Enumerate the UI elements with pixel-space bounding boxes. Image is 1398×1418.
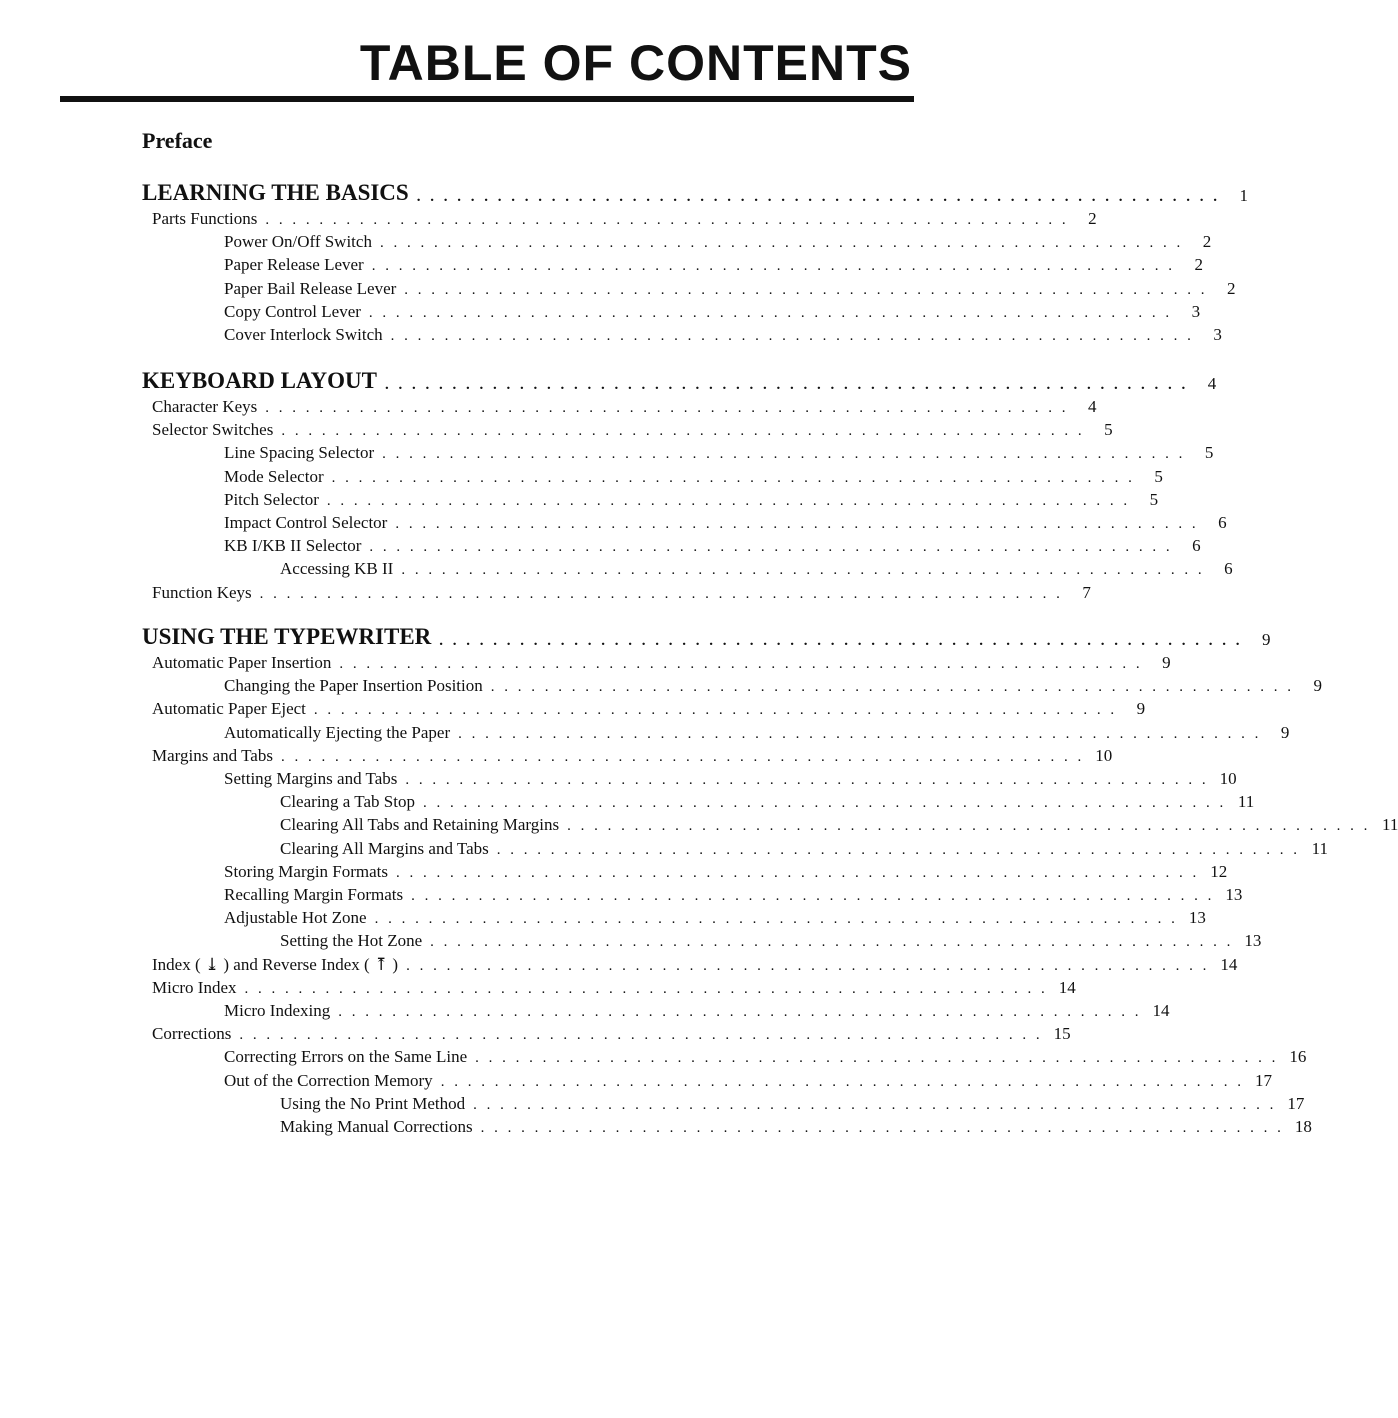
dot-leader: . . . . . . . . . . . . . . . . . . . . . . . . . . . . . . . . . . . . . . . . . . . . . . . . . . . . . . . . . . . . [405, 772, 1209, 788]
dot-leader: . . . . . . . . . . . . . . . . . . . . . . . . . . . . . . . . . . . . . . . . . . . . . . . . . . . . . . . . . . . . [401, 562, 1205, 579]
page-number: 10 [1095, 745, 1113, 765]
toc-entry [140, 696, 1146, 719]
entry-label: Parts Functions [152, 209, 258, 228]
page-number: 13 [1188, 908, 1206, 928]
page-number: 5 [1104, 420, 1113, 440]
dot-leader: . . . . . . . . . . . . . . . . . . . . . . . . . . . . . . . . . . . . . . . . . . . . . . . . . . . . . . . . . . . . [404, 281, 1208, 298]
dot-leader: . . . . . . . . . . . . . . . . . . . . . . . . . . . . . . . . . . . . . . . . . . . . . . . . . . . . . . . . . . . . [480, 1120, 1284, 1136]
page-number: 17 [1287, 1093, 1305, 1113]
entry-label: LEARNING THE BASICS [142, 180, 409, 205]
entry-label: KEYBOARD LAYOUT [142, 368, 377, 393]
page-number: 16 [1289, 1047, 1307, 1067]
toc-entry [280, 836, 1329, 859]
toc-entry [224, 299, 1201, 322]
dot-leader: . . . . . . . . . . . . . . . . . . . . . . . . . . . . . . . . . . . . . . . . . . . . . . . . . . . . . . . . . . . . [473, 1096, 1277, 1113]
dot-leader: . . . . . . . . . . . . . . . . . . . . . . . . . . . . . . . . . . . . . . . . . . . . . . . . . . . . . . . . . . . . [440, 1073, 1244, 1090]
page-number: 2 [1088, 209, 1097, 228]
page-title: TABLE OF CONTENTS [359, 35, 912, 91]
page-number: 2 [1227, 278, 1236, 298]
toc-entry [224, 440, 1214, 463]
entry-label: Clearing All Margins and Tabs [280, 838, 489, 858]
page-number: 1 [1239, 186, 1248, 205]
entry-label: Micro Index [152, 977, 237, 997]
toc-entry [140, 206, 1097, 229]
dot-leader: . . . . . . . . . . . . . . . . . . . . . . . . . . . . . . . . . . . . . . . . . . . . . . . . . . . . . . . . . . . . [382, 446, 1186, 463]
toc-entry [224, 998, 1170, 1021]
dot-leader: . . . . . . . . . . . . . . . . . . . . . . . . . . . . . . . . . . . . . . . . . . . . . . . . . . . . . . . . . . . . [265, 400, 1069, 416]
toc-entry [280, 789, 1255, 812]
entry-label: Clearing All Tabs and Retaining Margins [280, 815, 560, 835]
preface-heading: Preface [142, 128, 213, 153]
page-number: 9 [1280, 722, 1290, 742]
entry-label: Index ( ⤓ ) and Reverse Index ( ⤒ ) [152, 954, 399, 974]
entry-label: Clearing a Tab Stop [280, 792, 415, 812]
entry-label: Making Manual Corrections [280, 1117, 473, 1136]
page-number: 4 [1207, 374, 1217, 393]
toc-entry [140, 952, 1238, 975]
entry-label: Paper Release Lever [224, 255, 364, 275]
page-number: 14 [1058, 977, 1076, 997]
page-number: 4 [1088, 397, 1097, 416]
dot-leader: . . . . . . . . . . . . . . . . . . . . . . . . . . . . . . . . . . . . . . . . . . . . . . . . . . . . . . . . . . . . [339, 656, 1143, 672]
entry-label: Selector Switches [152, 420, 274, 440]
entry-label: Impact Control Selector [224, 513, 388, 532]
dot-leader: . . . . . . . . . . . . . . . . . . . . . . . . . . . . . . . . . . . . . . . . . . . . . . . . . . . . . . . . . . . . [338, 1004, 1142, 1020]
toc-entry [224, 673, 1323, 696]
entry-label: Pitch Selector [224, 489, 319, 509]
entry-label: Correcting Errors on the Same Line [224, 1047, 468, 1067]
page-number: 5 [1154, 466, 1163, 486]
dot-leader: . . . . . . . . . . . . . . . . . . . . . . . . . . . . . . . . . . . . . . . . . . . . . . . . . . . . . . . . . . . . [475, 1050, 1279, 1067]
toc-entry [280, 1091, 1305, 1114]
dot-leader: . . . . . . . . . . . . . . . . . . . . . . . . . . . . . . . . . . . . . . . . . . . . . . . . . . . . . . . . . . . . [496, 841, 1301, 858]
entry-label: Automatically Ejecting the Paper [224, 722, 451, 742]
toc-entry [224, 322, 1222, 345]
page-number: 5 [1149, 489, 1159, 509]
dot-leader: . . . . . . . . . . . . . . . . . . . . . . . . . . . . . . . . . . . . . . . . . . . . . . . . . . . . . . . . . . . . [458, 725, 1262, 742]
page-number: 18 [1294, 1117, 1312, 1136]
dot-leader: . . . . . . . . . . . . . . . . . . . . . . . . . . . . . . . . . . . . . . . . . . . . . . . . . . . . . . . . . . . . [430, 934, 1234, 951]
page-number: 13 [1225, 885, 1243, 904]
page-number: 3 [1213, 325, 1222, 344]
toc-entry [140, 975, 1076, 998]
page-number: 11 [1382, 815, 1398, 835]
page-number: 3 [1191, 301, 1201, 321]
entry-label: Margins and Tabs [152, 745, 273, 765]
section-heading [142, 176, 1248, 206]
toc-entry [224, 882, 1243, 905]
dot-leader: . . . . . . . . . . . . . . . . . . . . . . . . . . . . . . . . . . . . . . . . . . . . . . . . . . . . . . . . . . . . [439, 633, 1243, 649]
toc-entry [140, 394, 1097, 417]
toc-entry [280, 1114, 1312, 1137]
dot-leader: . . . . . . . . . . . . . . . . . . . . . . . . . . . . . . . . . . . . . . . . . . . . . . . . . . . . . . . . . . . . [384, 377, 1189, 393]
section-heading [142, 364, 1217, 394]
toc-entry [224, 905, 1206, 928]
page-number: 6 [1218, 513, 1227, 532]
dot-leader: . . . . . . . . . . . . . . . . . . . . . . . . . . . . . . . . . . . . . . . . . . . . . . . . . . . . . . . . . . . . [416, 189, 1220, 205]
toc-entry [140, 650, 1171, 673]
page-number: 2 [1202, 232, 1212, 252]
page-number: 9 [1262, 630, 1271, 649]
entry-label: Character Keys [152, 397, 258, 416]
dot-leader: . . . . . . . . . . . . . . . . . . . . . . . . . . . . . . . . . . . . . . . . . . . . . . . . . . . . . . . . . . . . [313, 702, 1118, 719]
dot-leader: . . . . . . . . . . . . . . . . . . . . . . . . . . . . . . . . . . . . . . . . . . . . . . . . . . . . . . . . . . . . [396, 864, 1200, 881]
dot-leader: . . . . . . . . . . . . . . . . . . . . . . . . . . . . . . . . . . . . . . . . . . . . . . . . . . . . . . . . . . . . [239, 1027, 1043, 1044]
toc-entry [224, 766, 1237, 789]
entry-label: Power On/Off Switch [224, 232, 372, 252]
toc-entry [224, 1044, 1307, 1067]
toc-entry [280, 556, 1233, 579]
dot-leader: . . . . . . . . . . . . . . . . . . . . . . . . . . . . . . . . . . . . . . . . . . . . . . . . . . . . . . . . . . . . [368, 304, 1173, 321]
dot-leader: . . . . . . . . . . . . . . . . . . . . . . . . . . . . . . . . . . . . . . . . . . . . . . . . . . . . . . . . . . . . [395, 516, 1199, 532]
toc-entry [224, 276, 1236, 299]
page-number: 12 [1210, 861, 1228, 881]
page-number: 9 [1162, 653, 1171, 672]
entry-label: Cover Interlock Switch [224, 325, 383, 344]
toc-entry [140, 743, 1113, 766]
toc-entry [224, 487, 1159, 510]
toc-entry [140, 1021, 1071, 1044]
entry-label: Copy Control Lever [224, 301, 361, 321]
entry-label: Changing the Paper Insertion Position [224, 676, 483, 696]
page-number: 5 [1204, 443, 1214, 463]
dot-leader: . . . . . . . . . . . . . . . . . . . . . . . . . . . . . . . . . . . . . . . . . . . . . . . . . . . . . . . . . . . . [280, 748, 1085, 765]
entry-label: Paper Bail Release Lever [224, 278, 397, 298]
page-number: 13 [1244, 931, 1262, 951]
entry-label: USING THE TYPEWRITER [142, 624, 432, 649]
dot-leader: . . . . . . . . . . . . . . . . . . . . . . . . . . . . . . . . . . . . . . . . . . . . . . . . . . . . . . . . . . . . [411, 888, 1215, 904]
dot-leader: . . . . . . . . . . . . . . . . . . . . . . . . . . . . . . . . . . . . . . . . . . . . . . . . . . . . . . . . . . . . [259, 585, 1063, 602]
page-number: 14 [1220, 954, 1238, 974]
toc-entry [224, 533, 1201, 556]
page-number: 11 [1237, 792, 1255, 812]
page-number: 7 [1082, 582, 1091, 602]
page-number: 9 [1313, 676, 1323, 696]
entry-label: Setting Margins and Tabs [224, 769, 398, 788]
dot-leader: . . . . . . . . . . . . . . . . . . . . . . . . . . . . . . . . . . . . . . . . . . . . . . . . . . . . . . . . . . . . [379, 235, 1184, 252]
toc-entry [224, 464, 1163, 487]
entry-label: Using the No Print Method [280, 1093, 466, 1113]
dot-leader: . . . . . . . . . . . . . . . . . . . . . . . . . . . . . . . . . . . . . . . . . . . . . . . . . . . . . . . . . . . . [326, 492, 1131, 509]
page-number: 6 [1224, 559, 1233, 579]
toc-entry [224, 510, 1227, 533]
section-heading [142, 620, 1271, 650]
entry-label: Mode Selector [224, 466, 324, 486]
entry-label: KB I/KB II Selector [224, 536, 362, 556]
entry-label: Function Keys [152, 582, 252, 602]
entry-label: Out of the Correction Memory [224, 1070, 433, 1090]
entry-label: Line Spacing Selector [224, 443, 375, 463]
page-number: 11 [1311, 838, 1329, 858]
page-number: 17 [1254, 1070, 1272, 1090]
entry-label: Setting the Hot Zone [280, 931, 423, 951]
entry-label: Automatic Paper Eject [152, 699, 306, 719]
dot-leader: . . . . . . . . . . . . . . . . . . . . . . . . . . . . . . . . . . . . . . . . . . . . . . . . . . . . . . . . . . . . [567, 818, 1371, 835]
toc-entry [224, 859, 1228, 882]
entry-label: Micro Indexing [224, 1001, 331, 1020]
entry-label: Accessing KB II [280, 559, 394, 579]
dot-leader: . . . . . . . . . . . . . . . . . . . . . . . . . . . . . . . . . . . . . . . . . . . . . . . . . . . . . . . . . . . . [406, 957, 1210, 974]
toc-entry [224, 720, 1290, 743]
page-number: 14 [1152, 1001, 1170, 1020]
dot-leader: . . . . . . . . . . . . . . . . . . . . . . . . . . . . . . . . . . . . . . . . . . . . . . . . . . . . . . . . . . . . [265, 212, 1069, 228]
entry-label: Adjustable Hot Zone [224, 908, 367, 928]
entry-label: Recalling Margin Formats [224, 885, 404, 904]
toc-entry [140, 580, 1091, 603]
toc-entry [224, 1068, 1272, 1091]
toc-entry [224, 252, 1203, 275]
toc-entry [224, 229, 1212, 252]
entry-label: Automatic Paper Insertion [152, 653, 332, 672]
page-number: 15 [1053, 1024, 1071, 1044]
dot-leader: . . . . . . . . . . . . . . . . . . . . . . . . . . . . . . . . . . . . . . . . . . . . . . . . . . . . . . . . . . . . [390, 328, 1194, 344]
entry-label: Storing Margin Formats [224, 861, 389, 881]
dot-leader: . . . . . . . . . . . . . . . . . . . . . . . . . . . . . . . . . . . . . . . . . . . . . . . . . . . . . . . . . . . . [281, 423, 1085, 440]
page-number: 2 [1194, 255, 1203, 275]
dot-leader: . . . . . . . . . . . . . . . . . . . . . . . . . . . . . . . . . . . . . . . . . . . . . . . . . . . . . . . . . . . . [422, 795, 1227, 812]
page-number: 6 [1192, 536, 1201, 556]
entry-label: Corrections [152, 1024, 232, 1044]
dot-leader: . . . . . . . . . . . . . . . . . . . . . . . . . . . . . . . . . . . . . . . . . . . . . . . . . . . . . . . . . . . . [369, 539, 1173, 556]
dot-leader: . . . . . . . . . . . . . . . . . . . . . . . . . . . . . . . . . . . . . . . . . . . . . . . . . . . . . . . . . . . . [374, 911, 1178, 928]
toc-entry [280, 928, 1262, 951]
toc-entry [280, 812, 1398, 835]
toc-entry [140, 417, 1113, 440]
page-number: 9 [1136, 699, 1146, 719]
dot-leader: . . . . . . . . . . . . . . . . . . . . . . . . . . . . . . . . . . . . . . . . . . . . . . . . . . . . . . . . . . . . [490, 679, 1295, 696]
dot-leader: . . . . . . . . . . . . . . . . . . . . . . . . . . . . . . . . . . . . . . . . . . . . . . . . . . . . . . . . . . . . [244, 980, 1048, 997]
dot-leader: . . . . . . . . . . . . . . . . . . . . . . . . . . . . . . . . . . . . . . . . . . . . . . . . . . . . . . . . . . . . [331, 469, 1135, 486]
dot-leader: . . . . . . . . . . . . . . . . . . . . . . . . . . . . . . . . . . . . . . . . . . . . . . . . . . . . . . . . . . . . [371, 258, 1175, 275]
page-number: 10 [1219, 769, 1237, 788]
